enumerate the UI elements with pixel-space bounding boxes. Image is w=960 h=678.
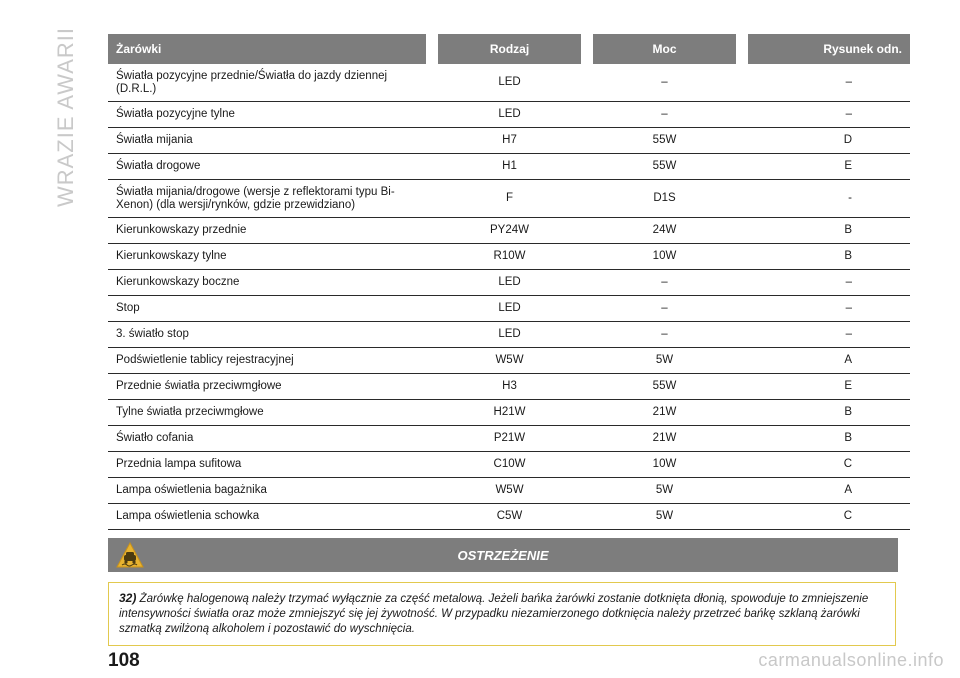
page-number: 108 [108,650,140,671]
bulb-power-cell: 10W [593,244,736,270]
table-row [108,244,910,270]
bulb-power-cell: – [593,64,736,102]
bulb-name-cell: Światła pozycyjne tylne [108,102,426,128]
bulb-type-cell: R10W [438,244,581,270]
bulb-ref-cell: – [748,64,910,102]
bulb-ref-cell: – [748,296,910,322]
bulb-name-cell: Światła mijania/drogowe (wersje z reflektorami typu Bi-Xenon) (dla wersji/rynków, gdzie przewidziano) [108,180,426,218]
warning-box [108,582,896,646]
bulb-name-cell: Stop [108,296,426,322]
bulb-ref-cell: C [748,452,910,478]
watermark: carmanualsonline.info [758,650,944,670]
bulb-type-cell: H1 [438,154,581,180]
table-row [108,180,910,218]
table-row [108,322,910,348]
bulb-type-cell: W5W [438,478,581,504]
bulb-power-cell: 21W [593,426,736,452]
bulb-power-cell: 5W [593,478,736,504]
bulb-ref-cell: C [748,504,910,530]
bulb-ref-cell: B [748,218,910,244]
bulb-power-cell: 24W [593,218,736,244]
table-row [108,218,910,244]
bulb-name-cell: Kierunkowskazy boczne [108,270,426,296]
table-row [108,154,910,180]
warning-header [108,538,898,572]
bulb-name-cell: Światła mijania [108,128,426,154]
bulb-power-cell: – [593,296,736,322]
bulb-power-cell: – [593,102,736,128]
bulb-ref-cell: – [748,322,910,348]
warning-text: Żarówkę halogenową należy trzymać wyłącznie za część metalową. Jeżeli bańka żarówki zostanie dotknięta dłonią, spowoduje to zmniejszenie intensywności światła oraz może zmniejszyć się jej żywotność. W przypadku niezamierzonego dotknięcia należy przetrzeć bańkę szklaną żarówki szmatką zwilżoną alkoholem i pozostawić do wyschnięcia. [119,593,869,635]
table-row [108,400,910,426]
section-side-title: WRAZIE AWARII [53,26,78,208]
bulb-type-cell: LED [438,64,581,102]
table-row [108,504,910,530]
bulb-power-cell: 5W [593,348,736,374]
bulb-power-cell: 5W [593,504,736,530]
bulb-name-cell: Przednie światła przeciwmgłowe [108,374,426,400]
bulb-type-cell: F [438,180,581,218]
bulb-name-cell: Tylne światła przeciwmgłowe [108,400,426,426]
table-row [108,374,910,400]
table-row [108,348,910,374]
bulb-type-cell: C5W [438,504,581,530]
bulb-name-cell: Przednia lampa sufitowa [108,452,426,478]
bulb-name-cell: Lampa oświetlenia bagażnika [108,478,426,504]
table-row [108,102,910,128]
bulb-type-cell: LED [438,270,581,296]
table-row [108,128,910,154]
table-row [108,478,910,504]
bulb-type-cell: H3 [438,374,581,400]
bulb-power-cell: – [593,322,736,348]
bulb-ref-cell: – [748,102,910,128]
bulb-type-cell: LED [438,296,581,322]
bulb-power-cell: 21W [593,400,736,426]
bulb-power-cell: 55W [593,154,736,180]
bulb-ref-cell: D [748,128,910,154]
bulb-type-cell: H7 [438,128,581,154]
table-row [108,426,910,452]
bulb-name-cell: 3. światło stop [108,322,426,348]
header-figure-ref: Rysunek odn. [748,34,910,64]
bulb-ref-cell: - [748,180,910,218]
warning-title: OSTRZEŻENIE [457,547,549,563]
bulb-name-cell: Światła drogowe [108,154,426,180]
bulb-ref-cell: E [748,374,910,400]
bulb-ref-cell: A [748,478,910,504]
bulb-power-cell: 55W [593,374,736,400]
table-row [108,270,910,296]
bulb-type-cell: C10W [438,452,581,478]
bulb-name-cell: Światło cofania [108,426,426,452]
header-bulbs: Żarówki [108,34,426,64]
bulb-ref-cell: B [748,244,910,270]
bulb-power-cell: 10W [593,452,736,478]
table-row [108,452,910,478]
bulb-ref-cell: E [748,154,910,180]
table-body [108,64,910,530]
bulb-ref-cell: B [748,426,910,452]
bulb-name-cell: Kierunkowskazy tylne [108,244,426,270]
header-type: Rodzaj [438,34,581,64]
table-row [108,296,910,322]
bulb-type-cell: LED [438,102,581,128]
bulb-name-cell: Podświetlenie tablicy rejestracyjnej [108,348,426,374]
bulbs-table [108,34,910,530]
bulb-power-cell: – [593,270,736,296]
car-skid-warning-icon [116,542,144,568]
table-row [108,64,910,102]
bulb-ref-cell: – [748,270,910,296]
bulb-type-cell: H21W [438,400,581,426]
header-power: Moc [593,34,736,64]
bulb-type-cell: P21W [438,426,581,452]
bulb-power-cell: 55W [593,128,736,154]
bulb-ref-cell: A [748,348,910,374]
bulb-type-cell: W5W [438,348,581,374]
bulb-name-cell: Kierunkowskazy przednie [108,218,426,244]
bulb-type-cell: PY24W [438,218,581,244]
warning-number: 32) [119,591,137,605]
table-header-row [108,34,910,64]
bulb-type-cell: LED [438,322,581,348]
bulb-name-cell: Światła pozycyjne przednie/Światła do jazdy dziennej (D.R.L.) [108,64,426,102]
bulb-power-cell: D1S [593,180,736,218]
bulb-name-cell: Lampa oświetlenia schowka [108,504,426,530]
bulb-ref-cell: B [748,400,910,426]
